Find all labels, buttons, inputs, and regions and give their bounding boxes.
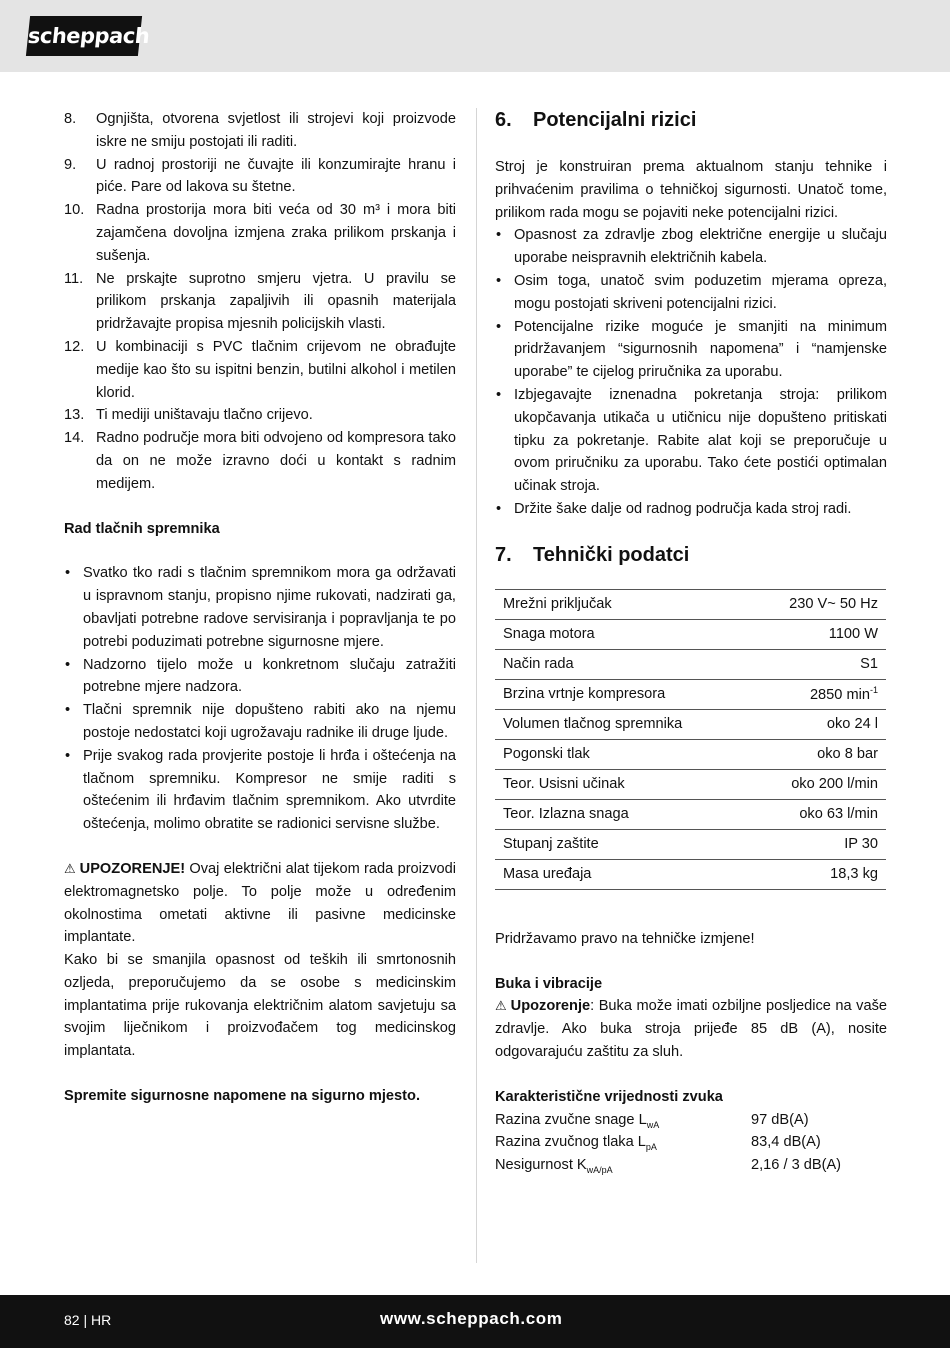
sound-row xyxy=(495,1131,887,1154)
spec-value xyxy=(749,739,886,769)
spec-value-text: oko 24 l xyxy=(826,716,878,733)
item-number: 10. xyxy=(64,202,85,219)
list-item xyxy=(64,562,456,653)
spec-value xyxy=(749,799,886,829)
sound-value: 97 dB(A) xyxy=(751,1111,809,1128)
left-column xyxy=(64,108,456,1108)
header-bar xyxy=(0,0,950,72)
bullet-icon: • xyxy=(65,656,71,673)
bullet-icon: • xyxy=(496,227,502,244)
spec-label: Pogonski tlak xyxy=(495,739,749,769)
item-text: Nadzorno tijelo može u konkretnom slučaju zatražiti potrebne mjere nadzora. xyxy=(83,656,456,696)
item-number: 11. xyxy=(64,270,84,287)
spec-label: Stupanj zaštite xyxy=(495,829,749,859)
section-6-intro: Stroj je konstruiran prema aktualnom stanju tehnike i prihvaćenim pravilima o tehničkoj sigurnosti. Unatoč tome, prilikom rada mogu se pojaviti neke potencijalni rizici. xyxy=(495,159,887,221)
sound-label-subscript: pA xyxy=(645,1142,657,1153)
sound-value: 83,4 dB(A) xyxy=(751,1134,821,1151)
list-item xyxy=(495,224,887,270)
sound-label-subscript: wA/pA xyxy=(586,1165,613,1176)
noise-heading: Buka i vibracije xyxy=(495,975,603,992)
list-item xyxy=(495,270,887,316)
item-number: 13. xyxy=(64,407,85,424)
spec-value-text: 1100 W xyxy=(828,626,878,643)
table-row xyxy=(495,739,886,769)
bullet-icon: • xyxy=(496,318,502,335)
spec-label: Teor. Izlazna snaga xyxy=(495,799,749,829)
spec-value xyxy=(749,589,886,619)
spec-value-exponent: -1 xyxy=(869,685,878,696)
spec-label: Teor. Usisni učinak xyxy=(495,769,749,799)
item-number: 8. xyxy=(64,111,77,127)
noise-warning-label: Upozorenje xyxy=(510,998,591,1015)
item-text: Svatko tko radi s tlačnim spremnikom mora ga održavati u ispravnom stanju, propisno njime rukovati, nadzirati ga, obavljati potrebne radove servisiranja i popravljanja te po potrebi poduzimati potrebne sigurnosne mjere. xyxy=(83,565,456,650)
spec-value-text: 230 V~ 50 Hz xyxy=(789,596,878,613)
sound-label-subscript: wA xyxy=(646,1119,660,1130)
noise-warning xyxy=(495,995,887,1063)
safety-numbered-list xyxy=(64,108,456,496)
bullet-icon: • xyxy=(496,500,502,517)
table-row xyxy=(495,709,886,739)
item-text: Radno područje mora biti odvojeno od kompresora tako da on ne može izravno doći u kontakt s radnim medijem. xyxy=(96,430,456,492)
bullet-icon: • xyxy=(65,702,71,719)
sound-heading: Karakteristične vrijednosti zvuka xyxy=(495,1088,723,1105)
list-item xyxy=(64,654,456,700)
item-text: U radnoj prostoriji ne čuvajte ili konzumirajte hranu i piće. Pare od lakova su štetne. xyxy=(96,156,456,196)
item-text: Osim toga, unatoč svim poduzetim mjerama opreza, mogu postojati skriveni potencijalni rizici. xyxy=(514,272,887,312)
table-row xyxy=(495,859,886,889)
spec-value xyxy=(749,769,886,799)
item-text: Izbjegavajte iznenadna pokretanja stroja: prilikom ukopčavanja utikača u utičnicu nije dopušteno pritiskati tipku za pokretanje. Rabite alat koji se preporučuje u ovom priručniku za uporabu. Tako ćete postići optimalan učinak stroja. xyxy=(514,386,887,495)
tank-bullet-list xyxy=(64,562,456,836)
spec-label: Volumen tlačnog spremnika xyxy=(495,709,749,739)
item-text: Radna prostorija mora biti veća od 30 m³ i mora biti zajamčena dovoljna izmjena zraka prilikom prskanja i sušenja. xyxy=(96,202,456,264)
list-item xyxy=(64,699,456,745)
sound-label-text: Razina zvučne snage L xyxy=(495,1111,647,1128)
item-text: Prije svakog rada provjerite postoje li hrđa i oštećenja na tlačnom spremniku. Kompresor ne smije raditi s oštećenim ili hrđavim tlačnim spremnikom. Ako utvrdite oštećenja, molimo obratite se radionici servisne službe. xyxy=(83,747,456,833)
item-text: U kombinaciji s PVC tlačnim crijevom ne obrađujte medije kao što su ispitni benzin, butilni alkohol i metilen klorid. xyxy=(96,338,456,401)
sound-value: 2,16 / 3 dB(A) xyxy=(751,1157,842,1174)
sound-label-text: Nesigurnost K xyxy=(495,1157,587,1174)
list-item xyxy=(64,154,456,200)
spec-value xyxy=(749,829,886,859)
section-6-heading xyxy=(495,108,887,132)
spec-value-text: oko 63 l/min xyxy=(799,806,878,823)
spec-label: Mrežni priključak xyxy=(495,589,749,619)
item-text: Držite šake dalje od radnog područja kada stroj radi. xyxy=(514,500,852,517)
spec-value-text: oko 200 l/min xyxy=(791,776,878,793)
section-7-number: 7. xyxy=(495,543,512,566)
column-divider xyxy=(476,108,477,1263)
spec-value xyxy=(749,859,886,889)
section-6-number: 6. xyxy=(495,109,512,131)
list-item xyxy=(495,498,887,521)
tank-heading: Rad tlačnih spremnika xyxy=(64,520,220,537)
noise-warning-text: : Buka može imati ozbiljne posljedice na vaše zdravlje. Ako buka stroja prijeđe 85 dB (A), nosite odgovarajuću zaštitu za sluh. xyxy=(495,998,887,1060)
tech-specs-table xyxy=(495,589,886,890)
item-text: Ti mediji uništavaju tlačno crijevo. xyxy=(96,407,313,424)
warning-paragraph xyxy=(64,858,456,949)
spec-value xyxy=(749,679,886,709)
list-item xyxy=(64,108,456,154)
section-7-heading xyxy=(495,543,887,567)
section-7-title: Tehnički podatci xyxy=(533,543,690,566)
table-row xyxy=(495,679,886,709)
bullet-icon: • xyxy=(65,747,71,764)
sound-label-text: Razina zvučnog tlaka L xyxy=(495,1134,646,1151)
page-number: 82 | HR xyxy=(64,1312,112,1328)
warning-triangle-icon: ⚠ xyxy=(495,998,507,1014)
warning-triangle-icon: ⚠ xyxy=(64,860,76,876)
item-text: Potencijalne rizike moguće je smanjiti na minimum pridržavanjem “sigurnosnih napomena” i “namjenske uporabe” te cijelog priručnika za uporabu. xyxy=(514,318,887,381)
item-text: Ne prskajte suprotno smjeru vjetra. U pravilu se prilikom prskanja zapaljivih ili opasnih materijala pridržavajte propisa mjesnih policijskih vlasti. xyxy=(96,270,456,333)
list-item xyxy=(495,316,887,384)
list-item xyxy=(64,404,456,427)
bullet-icon: • xyxy=(496,272,502,289)
item-text: Ognjišta, otvorena svjetlost ili strojevi koji proizvode iskre ne smiju postojati ili raditi. xyxy=(96,111,456,150)
spec-value xyxy=(749,619,886,649)
list-item xyxy=(64,427,456,495)
list-item xyxy=(64,336,456,404)
sound-row xyxy=(495,1154,887,1177)
sound-label xyxy=(495,1154,613,1182)
spec-value xyxy=(749,709,886,739)
list-item xyxy=(64,268,456,336)
warning-label: UPOZORENJE! xyxy=(79,860,186,877)
sound-values xyxy=(495,1109,887,1177)
save-note: Spremite sigurnosne napomene na sigurno mjesto. xyxy=(64,1088,420,1105)
spec-label: Masa uređaja xyxy=(495,859,749,889)
sound-row xyxy=(495,1109,887,1132)
table-row xyxy=(495,589,886,619)
footer-bar xyxy=(0,1295,950,1348)
bullet-icon: • xyxy=(496,386,502,403)
right-column xyxy=(495,108,887,1177)
list-item xyxy=(64,745,456,836)
spec-label: Način rada xyxy=(495,649,749,679)
spec-value-text: 18,3 kg xyxy=(830,866,878,883)
item-number: 9. xyxy=(64,156,77,173)
website-link[interactable]: www.scheppach.com xyxy=(380,1309,563,1328)
warning-paragraph-2: Kako bi se smanjila opasnost od teških ili smrtonosnih ozljeda, preporučujemo da se osobe s medicinskim implantatima prije rukovanja električnim alatom savjetuju sa svojim liječnikom i proizvođačem tog medicinskog implantata. xyxy=(64,952,456,1060)
table-row xyxy=(495,619,886,649)
spec-value-text: S1 xyxy=(860,656,878,673)
item-text: Tlačni spremnik nije dopušteno rabiti ako na njemu postoje nedostatci koji ugrožavaju radnike ili druge ljude. xyxy=(83,702,456,741)
list-item xyxy=(64,199,456,267)
table-row xyxy=(495,649,886,679)
item-text: Opasnost za zdravlje zbog električne energije u slučaju uporabe neispravnih električnih kabela. xyxy=(514,227,887,267)
table-row xyxy=(495,769,886,799)
warning-text: Ovaj električni alat tijekom rada proizvodi elektromagnetsko polje. To polje može u određenim okolnostima ometati aktivne ili pasivne medicinske implantate. xyxy=(64,860,456,946)
item-number: 14. xyxy=(64,430,85,447)
spec-value-text: oko 8 bar xyxy=(817,746,878,763)
risk-bullet-list xyxy=(495,224,887,520)
table-row xyxy=(495,829,886,859)
spec-label: Brzina vrtnje kompresora xyxy=(495,679,749,709)
changes-note: Pridržavamo pravo na tehničke izmjene! xyxy=(495,930,755,947)
item-number: 12. xyxy=(64,338,85,355)
list-item xyxy=(495,384,887,498)
spec-value-text: 2850 min xyxy=(809,687,870,704)
bullet-icon: • xyxy=(65,565,71,582)
section-6-title: Potencijalni rizici xyxy=(533,109,697,131)
brand-logo: scheppach xyxy=(26,16,142,56)
table-row xyxy=(495,799,886,829)
spec-value-text: IP 30 xyxy=(844,836,878,853)
spec-value xyxy=(749,649,886,679)
spec-label: Snaga motora xyxy=(495,619,749,649)
